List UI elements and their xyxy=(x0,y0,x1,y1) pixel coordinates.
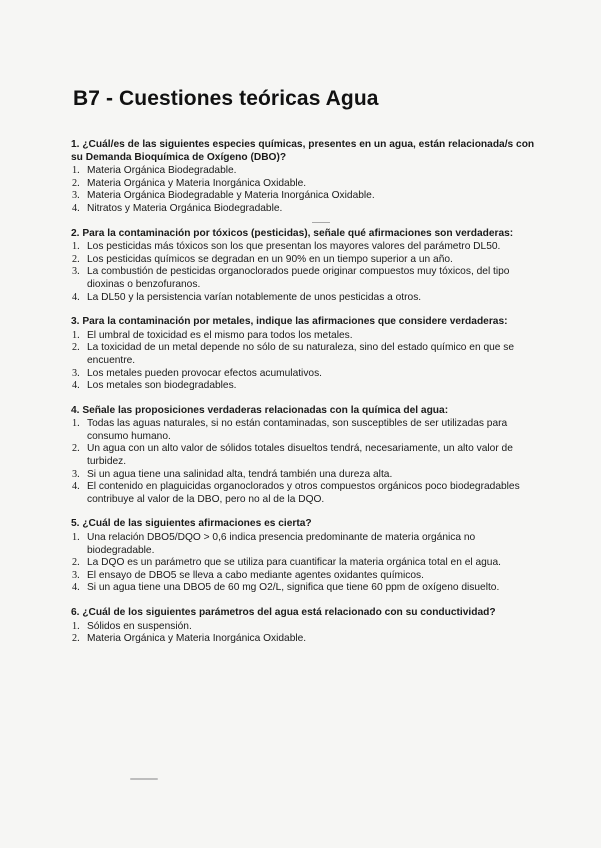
option-text: Los pesticidas más tóxicos son los que presentan los mayores valores del parámetro DL50. xyxy=(87,241,501,253)
option-text: Una relación DBO5/DQO > 0,6 indica presencia predominante de materia orgánica no biodegradable. xyxy=(87,532,476,556)
option-item: 4. El contenido en plaguicidas organoclorados y otros compuestos orgánicos poco biodegradables contribuye al valor de la DBO, pero no al de la DQO. xyxy=(72,481,520,505)
option-item: 2. La DQO es un parámetro que se utiliza para cuantificar la materia orgánica total en el agua. xyxy=(72,557,501,569)
option-text: La DL50 y la persistencia varían notablemente de unos pesticidas a otros. xyxy=(87,291,422,303)
question-4 xyxy=(71,405,541,507)
question-title: 2. Para la contaminación por tóxicos (pesticidas), señale qué afirmaciones son verdaderas: xyxy=(71,227,514,239)
option-text: Todas las aguas naturales, si no están contaminadas, son susceptibles de ser utilizadas para consumo humano. xyxy=(87,418,508,442)
option-text: Materia Orgánica Biodegradable. xyxy=(87,165,237,177)
option-text: Materia Orgánica Biodegradable y Materia Inorgánica Oxidable. xyxy=(87,190,375,202)
option-item: 1. Sólidos en suspensión. xyxy=(72,620,192,632)
option-item: 2. Un agua con un alto valor de sólidos totales disueltos tendrá, necesariamente, un alto valor de turbidez. xyxy=(72,443,513,468)
option-item: 4. La DL50 y la persistencia varían notablemente de unos pesticidas a otros. xyxy=(72,291,422,303)
option-item: 1. Una relación DBO5/DQO > 0,6 indica presencia predominante de materia orgánica no biodegradable. xyxy=(72,532,476,556)
option-text: El contenido en plaguicidas organoclorados y otros compuestos orgánicos poco biodegradables contribuye al valor de la DBO, pero no al de la DQO. xyxy=(87,481,520,505)
option-item: 2. La toxicidad de un metal depende no sólo de su naturaleza, sino del estado químico en que se encuentre. xyxy=(72,342,515,366)
option-text: Los metales son biodegradables. xyxy=(87,380,237,392)
option-item: 4. Nitratos y Materia Orgánica Biodegradable. xyxy=(72,202,283,214)
option-text: Sólidos en suspensión. xyxy=(87,620,192,632)
question-title: 4. Señale las proposiciones verdaderas relacionadas con la química del agua: xyxy=(71,404,449,416)
option-text: Un agua con un alto valor de sólidos totales disueltos tendrá, necesariamente, un alto valor de turbidez. xyxy=(87,443,513,468)
question-5 xyxy=(71,518,541,595)
option-item: 3. Los metales pueden provocar efectos acumulativos. xyxy=(72,367,323,379)
option-text: La combustión de pesticidas organoclorados puede originar compuestos muy tóxicos, del tipo dioxinas o benzofuranos. xyxy=(87,266,510,290)
option-text: Materia Orgánica y Materia Inorgánica Oxidable. xyxy=(87,633,307,645)
questions-list xyxy=(71,139,541,658)
option-item: 1. Materia Orgánica Biodegradable. xyxy=(72,165,237,177)
question-3 xyxy=(71,316,541,393)
option-item: 2. Materia Orgánica y Materia Inorgánica Oxidable. xyxy=(72,633,307,645)
option-item: 3. Si un agua tiene una salinidad alta, tendrá también una dureza alta. xyxy=(72,468,393,480)
option-text: Si un agua tiene una DBO5 de 60 mg O2/L, significa que tiene 60 ppm de oxígeno disuelto. xyxy=(87,582,500,594)
question-title: 3. Para la contaminación por metales, indique las afirmaciones que considere verdaderas: xyxy=(71,316,508,328)
option-text: Si un agua tiene una salinidad alta, tendrá también una dureza alta. xyxy=(87,468,393,480)
option-item: 1. Los pesticidas más tóxicos son los que presentan los mayores valores del parámetro DL50. xyxy=(72,241,501,253)
option-text: La toxicidad de un metal depende no sólo de su naturaleza, sino del estado químico en que se encuentre. xyxy=(87,342,515,366)
question-2 xyxy=(71,228,541,305)
question-title: 6. ¿Cuál de los siguientes parámetros del agua está relacionado con su conductividad? xyxy=(71,607,496,618)
option-text: Nitratos y Materia Orgánica Biodegradable. xyxy=(87,202,283,214)
question-title: 1. ¿Cuál/es de las siguientes especies químicas, presentes en un agua, están relacionada/s con su Demanda Bioquímica de Oxígeno (DBO)? xyxy=(71,139,535,163)
option-item: 4. Los metales son biodegradables. xyxy=(72,380,237,392)
page-title: B7 - Cuestiones teóricas Agua xyxy=(73,87,379,110)
question-1 xyxy=(71,139,541,216)
option-item: 1. Todas las aguas naturales, si no están contaminadas, son susceptibles de ser utilizadas para consumo humano. xyxy=(72,418,508,442)
question-6 xyxy=(71,607,541,646)
option-text: El ensayo de DBO5 se lleva a cabo mediante agentes oxidantes químicos. xyxy=(87,569,424,581)
option-text: Los metales pueden provocar efectos acumulativos. xyxy=(87,367,323,379)
option-text: Los pesticidas químicos se degradan en un 90% en un tiempo superior a un año. xyxy=(87,253,453,265)
option-item: 2. Materia Orgánica y Materia Inorgánica Oxidable. xyxy=(72,177,307,189)
option-item: 3. La combustión de pesticidas organoclorados puede originar compuestos muy tóxicos, del tipo dioxinas o benzofuranos. xyxy=(72,266,510,290)
option-text: Materia Orgánica y Materia Inorgánica Oxidable. xyxy=(87,177,307,189)
option-text: El umbral de toxicidad es el mismo para todos los metales. xyxy=(87,329,353,341)
question-title: 5. ¿Cuál de las siguientes afirmaciones es cierta? xyxy=(71,518,312,530)
option-text: La DQO es un parámetro que se utiliza para cuantificar la materia orgánica total en el agua. xyxy=(87,557,501,569)
scan-mark xyxy=(130,778,158,780)
option-item: 3. El ensayo de DBO5 se lleva a cabo mediante agentes oxidantes químicos. xyxy=(72,569,424,581)
option-item: 1. El umbral de toxicidad es el mismo para todos los metales. xyxy=(72,329,353,341)
option-item: 4. Si un agua tiene una DBO5 de 60 mg O2/L, significa que tiene 60 ppm de oxígeno disuelto. xyxy=(72,582,500,594)
option-item: 3. Materia Orgánica Biodegradable y Materia Inorgánica Oxidable. xyxy=(72,190,375,202)
option-item: 2. Los pesticidas químicos se degradan en un 90% en un tiempo superior a un año. xyxy=(72,253,453,265)
